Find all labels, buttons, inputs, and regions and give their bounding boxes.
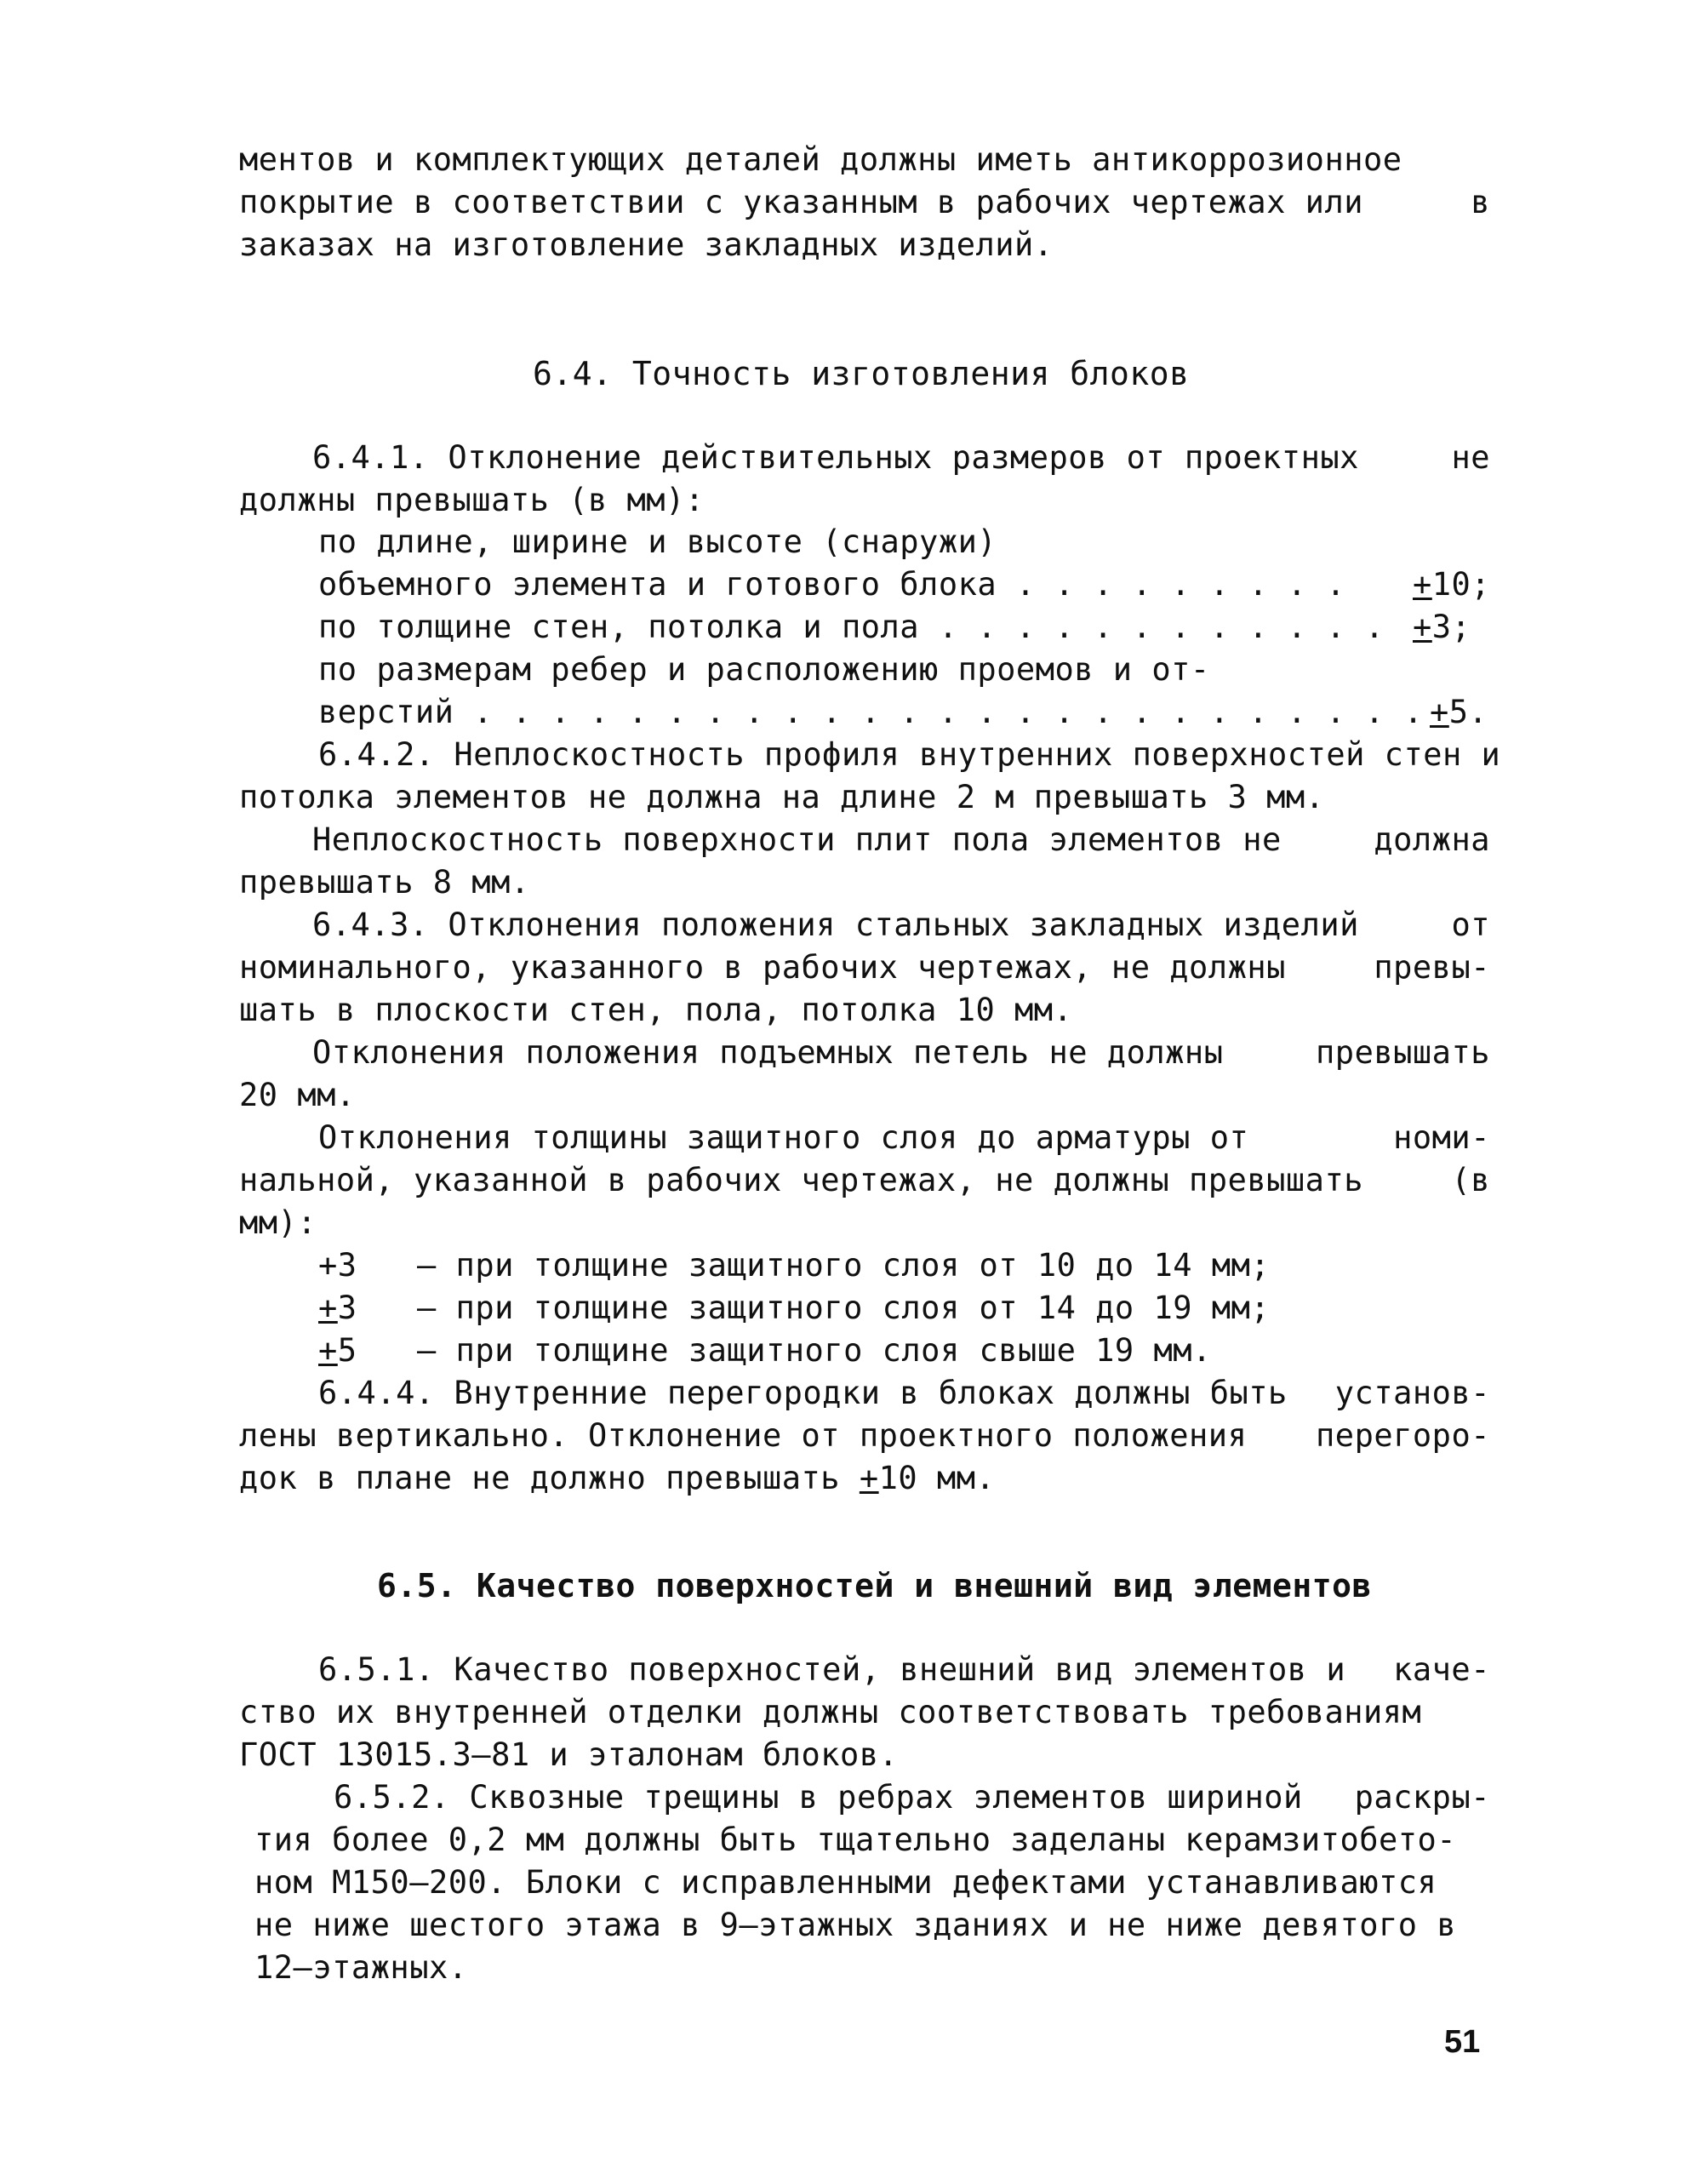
p643b-line-1 [312, 1032, 1490, 1073]
plus-minus-sign: + [1430, 694, 1449, 730]
tolerance-2-number: 3 [337, 1290, 357, 1326]
intro-line-2 [239, 182, 1490, 223]
item-1-line-2: объемного элемента и готового блока . . . . . . . . . [318, 566, 1346, 603]
item-3-line-2: верстий . . . . . . . . . . . . . . . . . . . . . . . . . [318, 694, 1424, 730]
p651-line-2: ство их внутренней отделки должны соответствовать требованиям [239, 1694, 1422, 1730]
p644-line-2-end: перегоро- [1316, 1417, 1490, 1454]
p643c-line-3: мм): [239, 1204, 317, 1241]
p652-line-1 [334, 1777, 1490, 1818]
p643c-line-2 [239, 1160, 1490, 1201]
item-3-value [1430, 692, 1488, 733]
p643-line-2 [239, 947, 1490, 988]
p652-line-2: тия более 0,2 мм должны быть тщательно заделаны керамзитобето- [254, 1822, 1457, 1858]
p644-line-3 [239, 1458, 995, 1499]
intro-line-3: заказах на изготовление закладных изделий. [239, 226, 1054, 263]
p643-line-1-text: 6.4.3. Отклонения положения стальных закладных изделий [312, 907, 1359, 943]
p643b-line-2: 20 мм. [239, 1077, 356, 1113]
p643c-line-2-text: нальной, указанной в рабочих чертежах, не должны превышать [239, 1162, 1364, 1198]
p643-line-2-text: номинального, указанного в рабочих чертежах, не должны [239, 949, 1286, 986]
p652-line-5: 12–этажных. [254, 1949, 468, 1986]
p644-line-3-end: 10 мм. [878, 1460, 996, 1496]
p651-line-1 [318, 1650, 1490, 1690]
p643b-line-1-text: Отклонения положения подъемных петель не должны [312, 1034, 1224, 1071]
p642-line-1: 6.4.2. Неплоскостность профиля внутренних поверхностей стен и [318, 736, 1501, 773]
p642b-line-2: превышать 8 мм. [239, 864, 530, 901]
p644-line-2 [239, 1416, 1490, 1456]
p641-line-1-text: 6.4.1. Отклонение действительных размеров от проектных [312, 439, 1359, 476]
p652-line-4: не ниже шестого этажа в 9–этажных зданиях и не ниже девятого в [254, 1907, 1457, 1943]
p651-line-1-text: 6.5.1. Качество поверхностей, внешний вид элементов и [318, 1651, 1346, 1688]
p644-line-1-text: 6.4.4. Внутренние перегородки в блоках должны быть [318, 1375, 1288, 1411]
p643-line-2-end: превы- [1374, 949, 1490, 986]
section-6-4-heading: 6.4. Точность изготовления блоков [533, 355, 1190, 392]
p643-line-1 [312, 905, 1490, 946]
p643c-line-1-end: номи- [1393, 1119, 1490, 1156]
tolerance-1-text: – при толщине защитного слоя от 10 до 14 мм; [417, 1247, 1271, 1284]
p644-line-3-text: док в плане не должно превышать [239, 1460, 860, 1496]
p643-line-1-end: от [1451, 907, 1490, 943]
p652-line-3: ном М150–200. Блоки с исправленными дефектами устанавливаются [254, 1864, 1437, 1901]
p643c-line-1-text: Отклонения толщины защитного слоя до арматуры от [318, 1119, 1249, 1156]
p651-line-1-end: каче- [1393, 1651, 1490, 1688]
p642-line-2: потолка элементов не должна на длине 2 м превышать 3 мм. [239, 779, 1325, 815]
item-1-value-number: 10; [1431, 566, 1491, 603]
item-2-value-number: 3; [1431, 609, 1471, 645]
p643c-line-2-end: (в [1451, 1162, 1490, 1198]
p652-line-1-end: раскры- [1354, 1779, 1490, 1816]
intro-line-2-end: в [1471, 184, 1490, 220]
p643b-line-1-end: превышать [1316, 1034, 1490, 1071]
tolerance-3-text: – при толщине защитного слоя свыше 19 мм. [417, 1332, 1212, 1369]
tolerance-2-value [318, 1288, 357, 1329]
p644-line-1-end: установ- [1334, 1375, 1490, 1411]
tolerance-1-value: +3 [318, 1247, 357, 1284]
item-1-line-1: по длине, ширине и высоте (снаружи) [318, 523, 997, 560]
item-3-line-1: по размерам ребер и расположению проемов и от- [318, 651, 1210, 688]
plus-minus-sign: + [318, 1332, 338, 1369]
p652-line-1-text: 6.5.2. Сквозные трещины в ребрах элементов шириной [334, 1779, 1303, 1816]
p644-line-1 [318, 1373, 1490, 1414]
p641-line-1-end: не [1451, 439, 1490, 476]
intro-line-2-text: покрытие в соответствии с указанным в рабочих чертежах или [239, 184, 1364, 220]
p643-line-3: шать в плоскости стен, пола, потолка 10 мм. [239, 992, 1073, 1028]
intro-line-1: ментов и комплектующих деталей должны иметь антикоррозионное [239, 141, 1402, 178]
plus-minus-sign: + [859, 1460, 879, 1496]
p643c-line-1 [318, 1118, 1490, 1158]
p642b-line-1-end: должна [1374, 821, 1490, 858]
tolerance-3-number: 5 [337, 1332, 357, 1369]
tolerance-3-value [318, 1330, 357, 1371]
item-2-value [1413, 607, 1471, 648]
plus-minus-sign: + [1413, 609, 1432, 645]
p642b-line-1 [312, 820, 1490, 861]
p641-line-2: должны превышать (в мм): [239, 482, 705, 518]
p642b-line-1-text: Неплоскостность поверхности плит пола элементов не [312, 821, 1282, 858]
plus-minus-sign: + [318, 1290, 338, 1326]
section-6-5-heading: 6.5. Качество поверхностей и внешний вид элементов [377, 1567, 1372, 1604]
p644-line-2-text: лены вертикально. Отклонение от проектного положения [239, 1417, 1248, 1454]
tolerance-2-text: – при толщине защитного слоя от 14 до 19 мм; [417, 1290, 1271, 1326]
p651-line-3: ГОСТ 13015.3–81 и эталонам блоков. [239, 1736, 899, 1773]
plus-minus-sign: + [1413, 566, 1432, 603]
p641-line-1 [312, 438, 1490, 478]
item-2-line: по толщине стен, потолка и пола . . . . . . . . . . . . [318, 609, 1385, 645]
item-1-value [1413, 564, 1490, 605]
page-number: 51 [1444, 2024, 1481, 2060]
item-3-value-number: 5. [1448, 694, 1488, 730]
